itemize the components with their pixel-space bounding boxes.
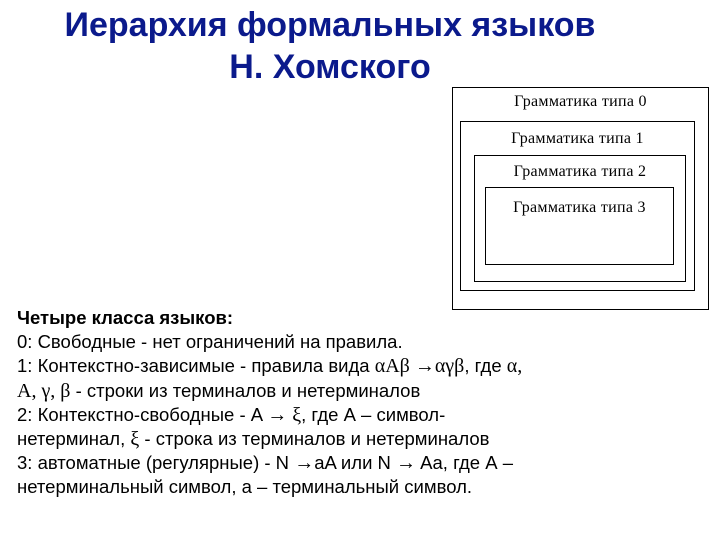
line-class-2-text: 2: Контекстно-свободные - A bbox=[17, 403, 268, 425]
symbols-list: A, γ, β bbox=[17, 379, 71, 402]
grammar-type-3-box bbox=[485, 187, 674, 265]
arrow-icon: → bbox=[396, 452, 417, 475]
title-line-1: Иерархия формальных языков bbox=[64, 6, 596, 44]
line-class-3-text: 3: автоматные (регулярные) - N bbox=[17, 452, 295, 474]
line-class-3-cont: нетерминальный символ, a – терминальный символ. bbox=[17, 476, 473, 498]
line-class-3-rule-b: Aa, где А – bbox=[416, 452, 513, 474]
title-line-2: Н. Хомского bbox=[229, 48, 431, 86]
line-class-2-cont bbox=[17, 427, 707, 451]
arrow-icon: → bbox=[294, 452, 315, 475]
line-class-2-cont-text: нетерминал, bbox=[17, 428, 131, 450]
line-class-1-cont bbox=[17, 379, 707, 403]
section-heading: Четыре класса языков: bbox=[17, 307, 234, 328]
line-class-1 bbox=[17, 354, 707, 378]
page-title bbox=[0, 4, 660, 88]
line-class-3 bbox=[17, 451, 707, 475]
line-class-2-where: , где А – символ- bbox=[301, 403, 446, 425]
line-class-1-text: 1: Контекстно-зависимые - правила вида bbox=[17, 355, 375, 377]
line-class-3-rule-a: aA или N bbox=[314, 452, 397, 474]
line-class-1-where: , где bbox=[464, 355, 507, 377]
line-class-1-cont-text: - строки из терминалов и нетерминалов bbox=[70, 379, 421, 401]
grammar-type-2-label: Грамматика типа 2 bbox=[513, 163, 647, 180]
xi-symbol: ξ bbox=[130, 428, 140, 451]
body-text bbox=[17, 306, 707, 500]
rule-class-2: → ξ bbox=[267, 403, 302, 426]
line-class-2-cont-rest: - строка из терминалов и нетерминалов bbox=[139, 428, 490, 450]
rule-class-1: αAβ →αγβ bbox=[374, 355, 465, 378]
grammar-type-0-label: Грамматика типа 0 bbox=[514, 93, 647, 110]
grammar-type-3-label: Грамматика типа 3 bbox=[513, 199, 646, 216]
line-class-0: 0: Свободные - нет ограничений на правила. bbox=[17, 331, 403, 353]
alpha-symbol: α, bbox=[506, 355, 523, 378]
line-class-2 bbox=[17, 403, 707, 427]
grammar-type-1-label: Грамматика типа 1 bbox=[511, 130, 644, 147]
